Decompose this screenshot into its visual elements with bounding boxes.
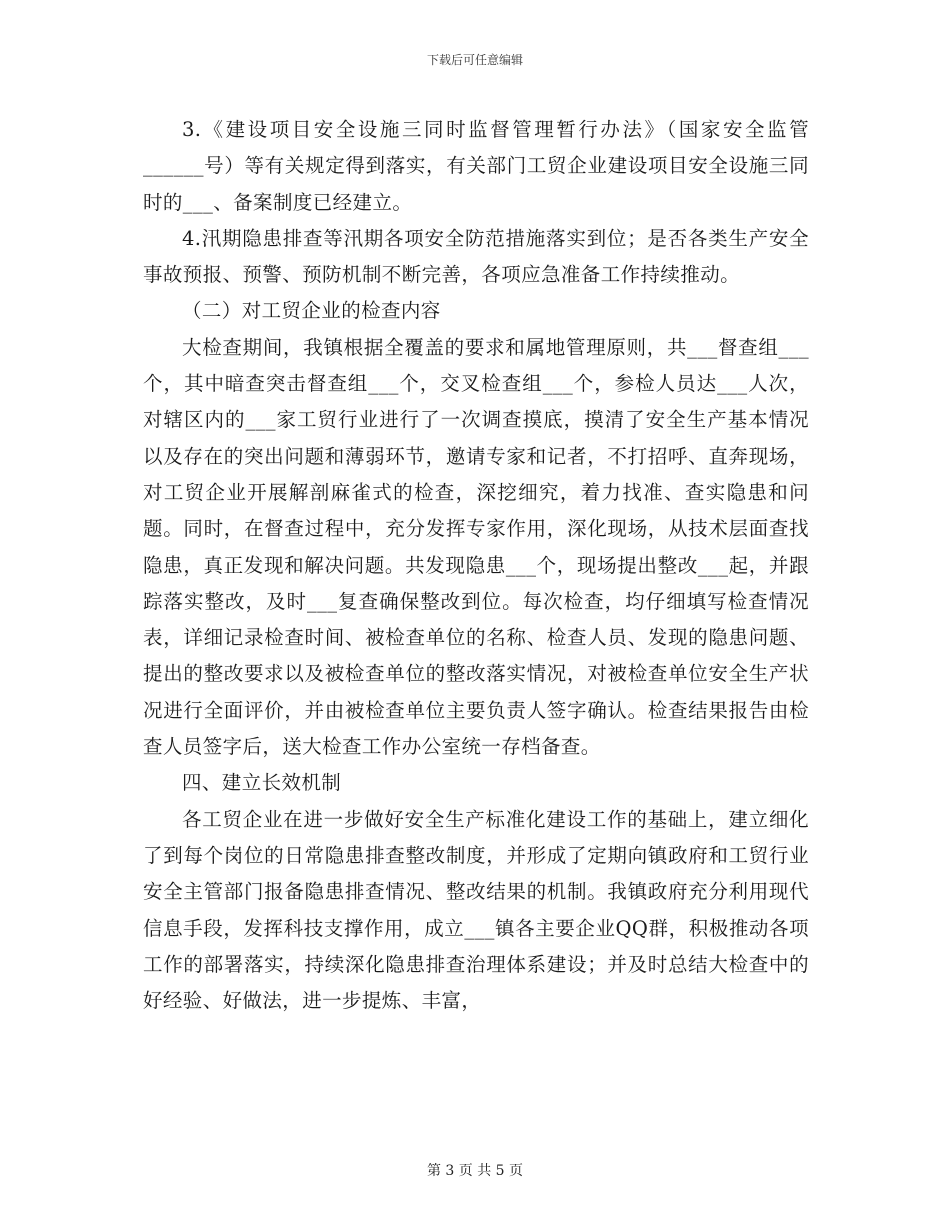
page-footer: 第 3 页 共 5 页 — [426, 1163, 524, 1179]
paragraph-mechanism-body: 各工贸企业在进一步做好安全生产标准化建设工作的基础上，建立细化了到每个岗位的日常隐患排查整改制度，并形成了定期向镇政府和工贸行业安全主管部门报备隐患排查情况、整改结果的机制。我镇政府充分利用现代信息手段，发挥科技支撑作用，成立___镇各主要企业QQ群，积极推动各项工作的部署落实，持续深化隐患排查治理体系建设；并及时总结大检查中的好经验、好做法，进一步提炼、丰富， — [143, 807, 809, 1013]
section-heading-inspection: （二）对工贸企业的检查内容 — [182, 299, 441, 323]
paragraph-inspection-body: 大检查期间，我镇根据全覆盖的要求和属地管理原则，共___督查组___个，其中暗查突击督查组___个，交叉检查组___个，参检人员达___人次，对辖区内的___家工贸行业进行了一次调查摸底，摸清了安全生产基本情况以及存在的突出问题和薄弱环节，邀请专家和记者，不打招呼、直奔现场，对工贸企业开展解剖麻雀式的检查，深挖细究，着力找准、查实隐患和问题。同时，在督查过程中，充分发挥专家作用，深化现场，从技术层面查找隐患，真正发现和解决问题。共发现隐患___个，现场提出整改___起，并跟踪落实整改，及时___复查确保整改到位。每次检查，均仔细填写检查情况表，详细记录检查时间、被检查单位的名称、检查人员、发现的隐患问题、提出的整改要求以及被检查单位的整改落实情况，对被检查单位安全生产状况进行全面评价，并由被检查单位主要负责人签字确认。检查结果报告由检查人员签字后，送大检查工作办公室统一存档备查。 — [143, 335, 809, 759]
paragraph-item-4: 4.汛期隐患排查等汛期各项安全防范措施落实到位；是否各类生产安全事故预报、预警、预防机制不断完善，各项应急准备工作持续推动。 — [143, 226, 809, 287]
document-body — [143, 112, 809, 1019]
page-header: 下载后可任意编辑 — [426, 53, 523, 67]
paragraph-item-3: 3.《建设项目安全设施三同时监督管理暂行办法》（国家安全监管______号）等有关规定得到落实，有关部门工贸企业建设项目安全设施三同时的___、备案制度已经建立。 — [143, 118, 809, 214]
section-heading-mechanism: 四、建立长效机制 — [182, 771, 342, 795]
